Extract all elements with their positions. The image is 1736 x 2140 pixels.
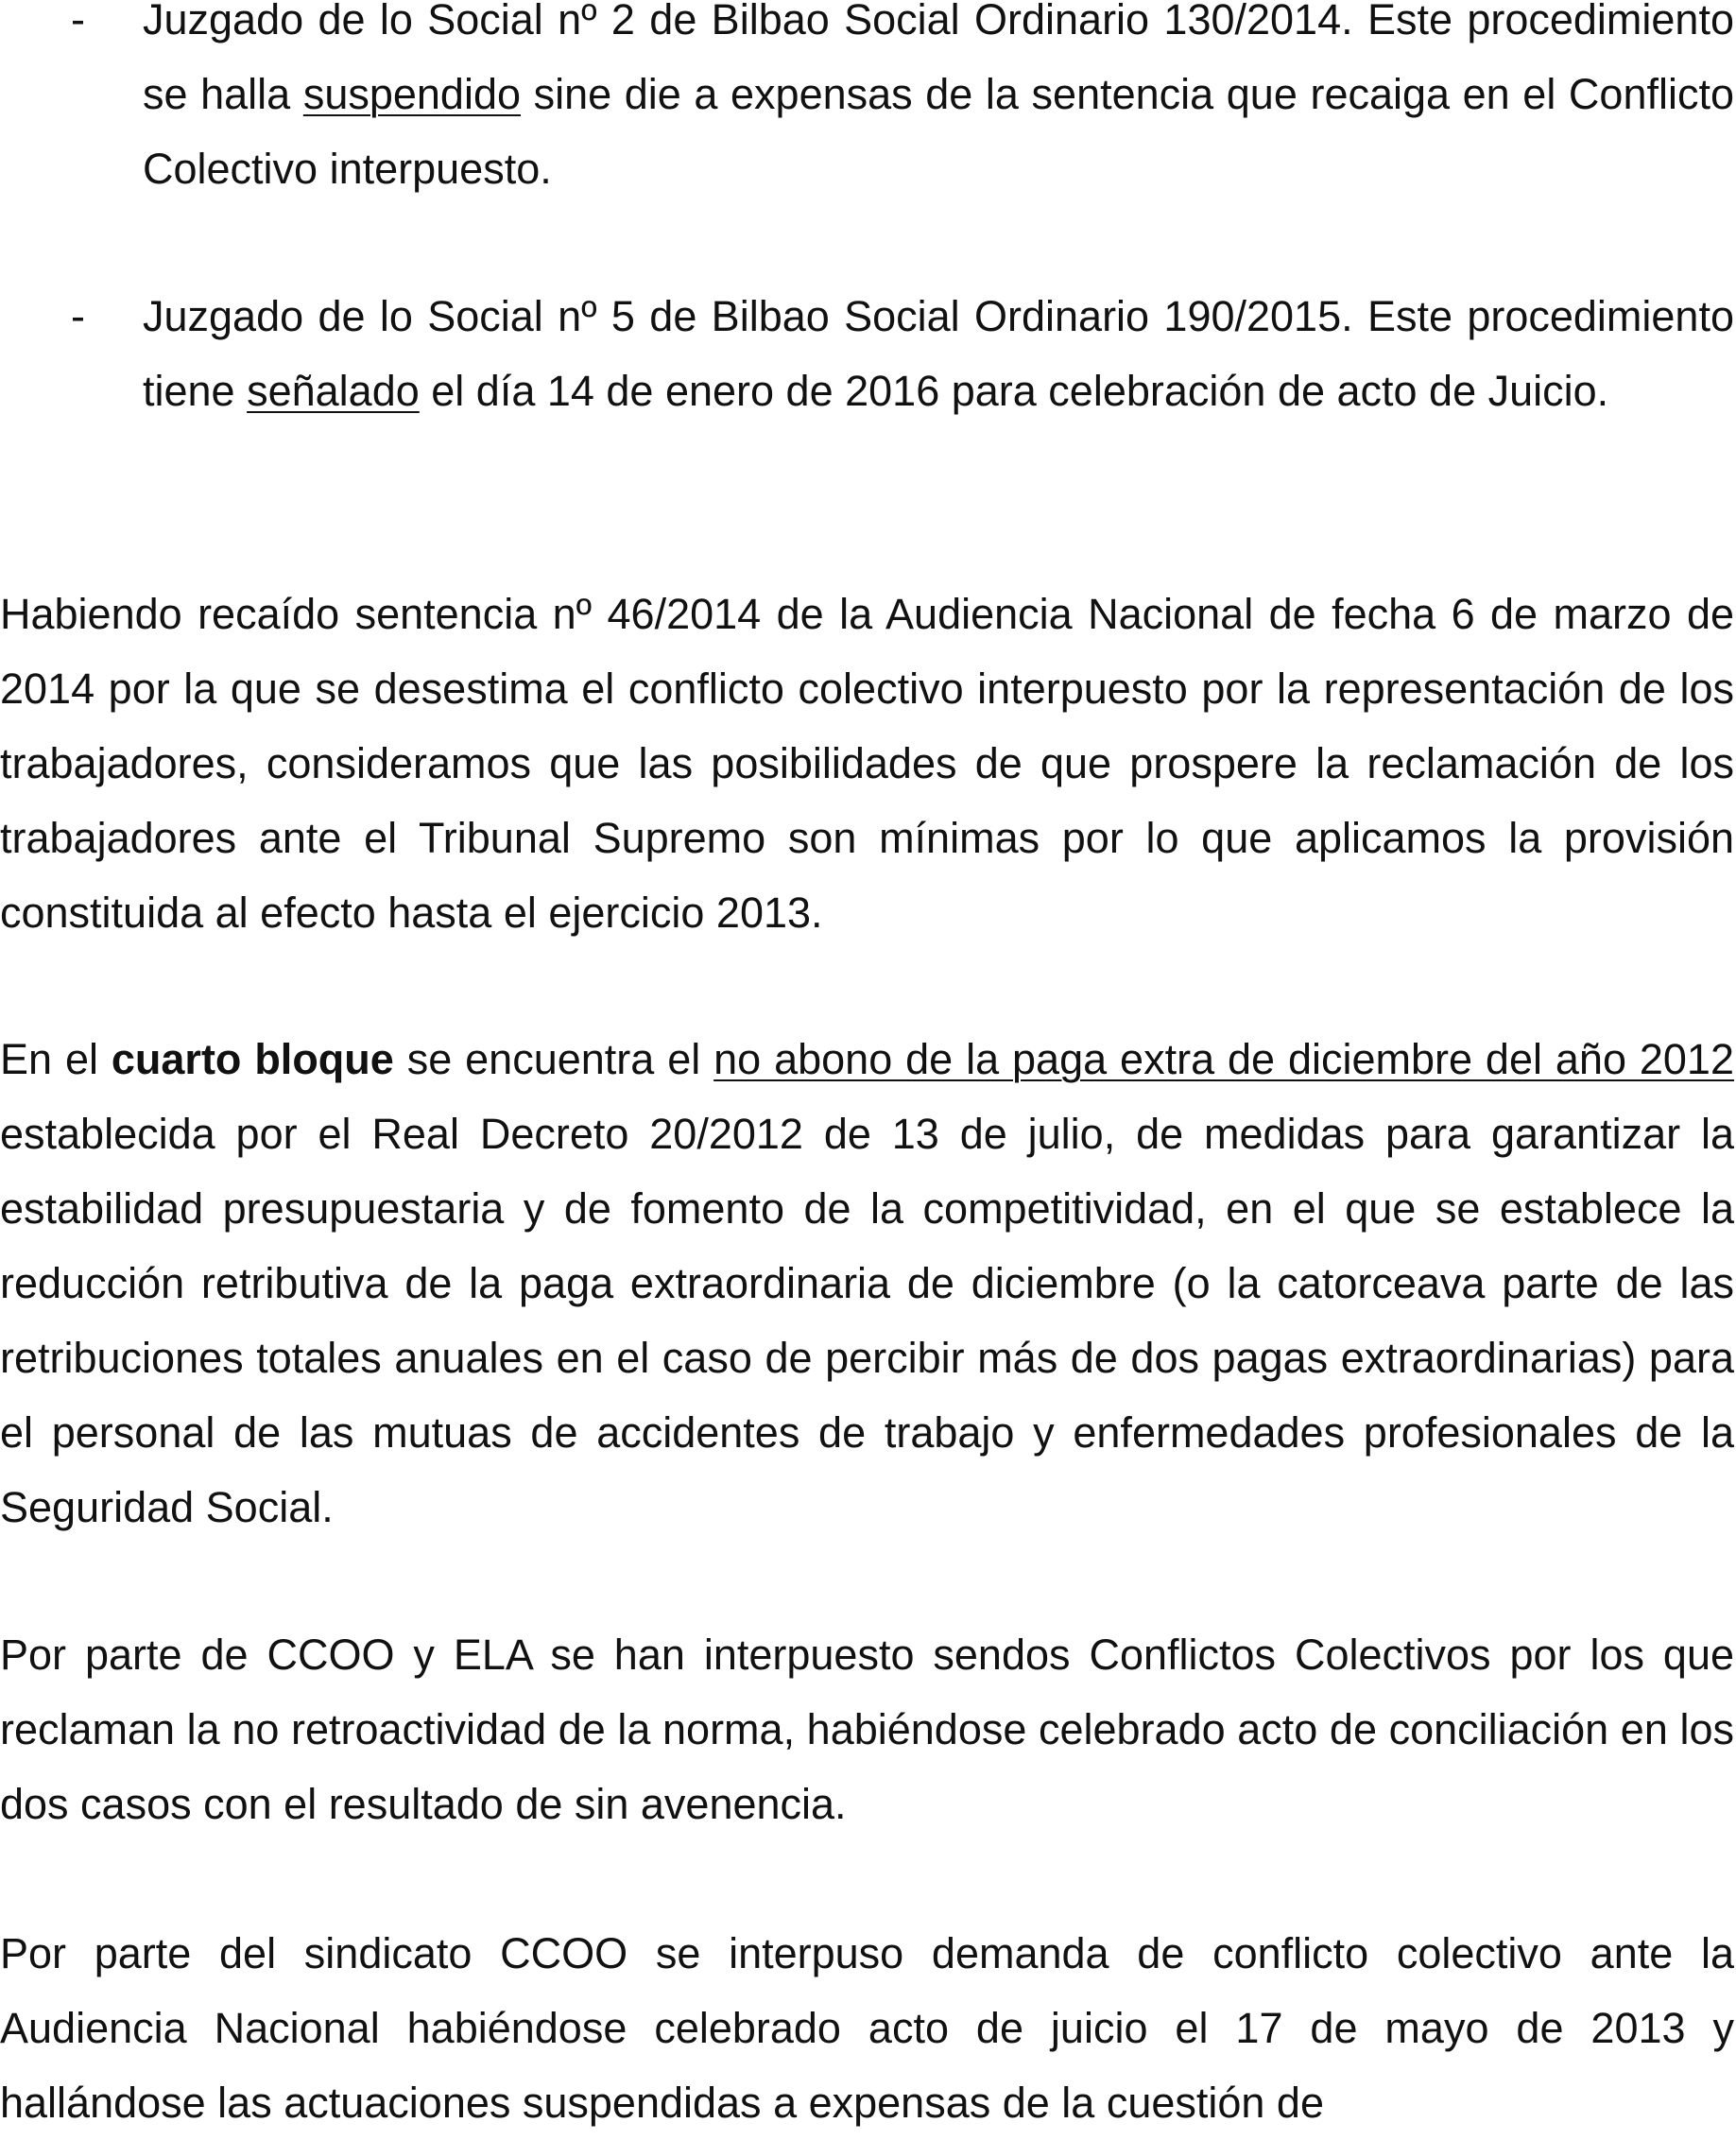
list-bullet: - [71,0,85,43]
list-item [0,279,1734,428]
bold-phrase: cuarto bloque [111,1035,394,1083]
paragraph-sentencia: Habiendo recaído sentencia nº 46/2014 de la Audiencia Nacional de fecha 6 de marzo de 2014 por la que se desestima el conflicto colectivo interpuesto por la representación de los trabajadores, consideramos que las posibilidades de que prospere la reclamación de los trabajadores ante el Tribunal Supremo son mínimas por lo que aplicamos la provisión constituida al efecto hasta el ejercicio 2013. [0,590,1734,937]
paragraph-ccoo-demanda: Por parte del sindicato CCOO se interpuso demanda de conflicto colectivo ante la Audiencia Nacional habiéndose celebrado acto de juicio el 17 de mayo de 2013 y hallándose las actuaciones suspendidas a expensas de la cuestión de [0,1929,1734,2127]
paragraph-ccoo-ela: Por parte de CCOO y ELA se han interpuesto sendos Conflictos Colectivos por los que reclaman la no retroactividad de la norma, habiéndose celebrado acto de conciliación en los dos casos con el resultado de sin avenencia. [0,1631,1734,1828]
list-bullet: - [71,292,85,340]
underlined-word: señalado [247,367,420,415]
underlined-phrase: no abono de la paga extra de diciembre del año 2012 [713,1035,1734,1083]
underlined-word: suspendido [302,70,521,118]
list-item [0,0,1734,206]
list-item-text: Juzgado de lo Social nº 5 de Bilbao Social Ordinario 190/2015. Este procedimiento tiene señalado el día 14 de enero de 2016 para celebración de acto de Juicio. [143,292,1734,415]
list-item-text: Juzgado de lo Social nº 2 de Bilbao Social Ordinario 130/2014. Este procedimiento se halla suspendido sine die a expensas de la sentencia que recaiga en el Conflicto Colectivo interpuesto. [143,0,1734,193]
paragraph-cuarto-bloque: En el cuarto bloque se encuentra el no abono de la paga extra de diciembre del año 2012 establecida por el Real Decreto 20/2012 de 13 de julio, de medidas para garantizar la estabilidad presupuestaria y de fomento de la competitividad, en el que se establece la reducción retributiva de la paga extraordinaria de diciembre (o la catorceava parte de las retribuciones totales anuales en el caso de percibir más de dos pagas extraordinarias) para el personal de las mutuas de accidentes de trabajo y enfermedades profesionales de la Seguridad Social. [0,1035,1734,1531]
